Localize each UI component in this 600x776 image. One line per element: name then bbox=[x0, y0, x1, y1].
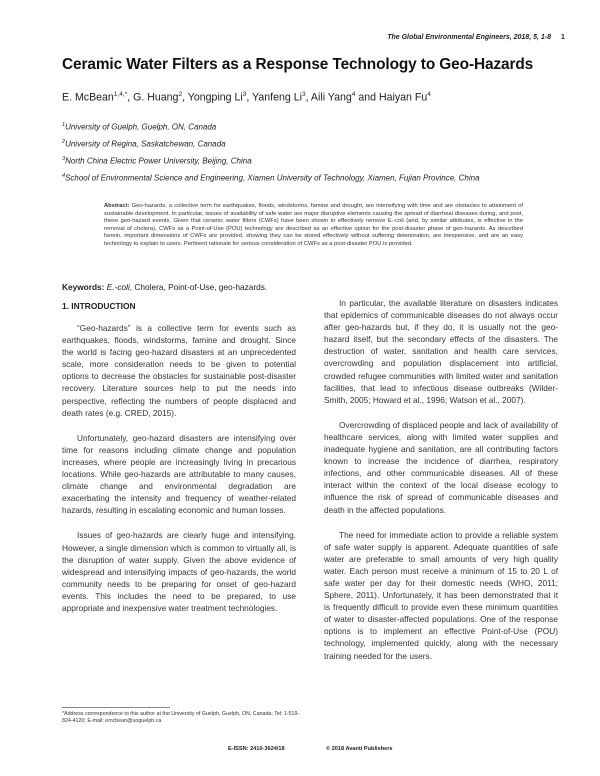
affiliation-text: University of Regina, Saskatchewan, Canada bbox=[65, 139, 226, 149]
author-affiliation-mark: 4 bbox=[351, 91, 356, 98]
author-list bbox=[62, 91, 582, 104]
affiliation-text: School of Environmental Science and Engineering, Xiamen University of Technology, Xiamen, Fujian Province, China bbox=[65, 173, 480, 183]
paragraph: Overcrowding of displaced people and lack of availability of healthcare services, along with limited water supplies and inadequate hygiene and sanitation, are all contributing factors known to increase the incidence of diarrhea, respiratory infections, and other communicable diseases. All of these interact within the context of the local disease ecology to influence the risk of spread of communicable diseases and death in the affected populations. bbox=[324, 419, 558, 515]
author-affiliation-mark: 4 bbox=[427, 91, 431, 98]
keywords-label: Keywords: bbox=[62, 282, 105, 292]
author-name: Aili Yang bbox=[310, 91, 352, 104]
author-name: Haiyan Fu bbox=[378, 91, 428, 104]
affiliation-number: 2 bbox=[62, 139, 66, 145]
author-separator: , bbox=[305, 91, 311, 104]
affiliation-number: 1 bbox=[62, 122, 66, 128]
publisher: © 2018 Avanti Publishers bbox=[326, 746, 393, 752]
author-separator: , bbox=[182, 91, 188, 104]
affiliation bbox=[62, 120, 562, 133]
affiliation bbox=[62, 137, 562, 150]
keyword-italic: E.-coli bbox=[106, 282, 130, 292]
author-affiliation-mark: 2 bbox=[178, 91, 183, 98]
left-column bbox=[62, 322, 296, 627]
author-affiliation-mark: 1,4,* bbox=[113, 91, 128, 98]
page-number: 1 bbox=[561, 34, 565, 41]
eissn: E-ISSN: 2410-3624/18 bbox=[228, 746, 285, 752]
abstract-text: Geo-hazards, a collective term for earthquakes, floods, windstorms, famine and drought, are intensifying with time and are obstacles to attainment of sustainable development. In particular, issues of availability of safe water are major disruptive elements causing the spread of diarrheal diseases during, and post, these geo-hazard events. Given that ceramic water filters (CWFs) have been shown to effectively remove E.-coli (and, by similar attributes, is effective in the removal of cholera), CWFs as a Point-of-Use (POU) technology are described as an effective option for the post-disaster phase of geo-hazards. As described herein, important dimensions of CWFs are provided, showing they can be stored effectively without suffering deterioration, are inexpensive, and are an easy technology to explain to users. Pertinent rationale for serious consideration of CWFs as a post-disaster POU is provided. bbox=[104, 203, 523, 247]
author-separator: , bbox=[127, 91, 134, 104]
affiliation bbox=[62, 171, 562, 184]
affiliation-text: North China Electric Power University, Beijing, China bbox=[65, 156, 252, 166]
section-heading: 1. INTRODUCTION bbox=[62, 301, 136, 311]
affiliation-number: 3 bbox=[62, 156, 66, 162]
paragraph: The need for immediate action to provide a reliable system of safe water supply is apparent. Adequate quantities of safe water are preferable to small amounts of very high quality water. Each person must receive a minimum of 15 to 20 L of safe water per day for their domestic needs (WHO, 2011; Sphere, 2011). Unfortunately, it has been demonstrated that it is frequently difficult to provide even these minimum quantities of water to disaster-affected populations. One of the response options is to implement an effective Point-of-Use (POU) technology, implemented quickly, along with the necessary training needed for the users. bbox=[324, 529, 558, 661]
author-separator: , bbox=[246, 91, 253, 104]
affiliation-number: 4 bbox=[62, 173, 66, 179]
affiliation-text: University of Guelph, Guelph, ON, Canada bbox=[65, 122, 217, 132]
keywords bbox=[62, 282, 267, 292]
abstract-label: Abstract: bbox=[104, 203, 130, 209]
author-affiliation-mark: 3 bbox=[242, 91, 247, 98]
journal-header: The Global Environmental Engineers, 2018, 5, 1-8 bbox=[387, 34, 551, 41]
author-name: E. McBean bbox=[62, 91, 114, 104]
keywords-rest: , Cholera, Point-of-Use, geo-hazards. bbox=[129, 282, 268, 292]
author-name: Yongping Li bbox=[187, 91, 243, 104]
author-name: G. Huang bbox=[133, 91, 179, 104]
paragraph: In particular, the available literature on disasters indicates that epidemics of communicable diseases do not always occur after geo-hazards but, if they do, it is usually not the geo-hazard itself, but the secondary effects of the disasters. The destruction of water, sanitation and health care services, overcrowding and population displacement into artificial, crowded refugee communities with limited water and sanitation facilities, that lead to infectious disease outbreaks (Wilder-Smith, 2005; Howard et al., 1996; Watson et al., 2007). bbox=[324, 298, 558, 405]
abstract bbox=[104, 203, 523, 248]
footnote-divider bbox=[62, 707, 170, 708]
paragraph: Issues of geo-hazards are clearly huge and intensifying. However, a single dimension which is common to virtually all, is the disruption of water supply. Given the above evidence of widespread and intensifying impacts of geo-hazards, the world community needs to be preparing for onset of geo-hazard events. This includes the need to be prepared, to use appropriate and inexpensive water treatment technologies. bbox=[62, 530, 296, 613]
author-separator: and bbox=[355, 91, 379, 104]
paragraph: Unfortunately, geo-hazard disasters are intensifying over time for reasons including climate change and population increases, where people are increasingly living in precarious locations. While geo-hazards are attributable to many causes, climate change and environmental degradation are exacerbating the intensity and frequency of weather-related hazards, resulting in escalating economic and human losses. bbox=[62, 432, 296, 516]
paper-title: Ceramic Water Filters as a Response Technology to Geo-Hazards bbox=[62, 56, 534, 73]
paragraph: “Geo-hazards” is a collective term for events such as earthquakes, floods, windstorms, famine and drought. Since the world is facing geo-hazard disasters at an unprecedented scale, more consideration needs to be given to potential options to decrease the obstacles for sustainable post-disaster recovery. Literature sources help to put the needs into perspective, reflecting the numbers of people displaced and death rates (e.g. CRED, 2015). bbox=[62, 323, 296, 418]
author-name: Yanfeng Li bbox=[252, 91, 302, 104]
right-column bbox=[324, 297, 558, 675]
correspondence-footnote: *Address correspondence to this author at the University of Guelph, Guelph, ON, Canada; Tel: 1-519-824-4120; E-mail: emcbean@uoguelph.ca bbox=[62, 711, 300, 725]
author-affiliation-mark: 3 bbox=[301, 91, 306, 98]
affiliation bbox=[62, 154, 562, 167]
